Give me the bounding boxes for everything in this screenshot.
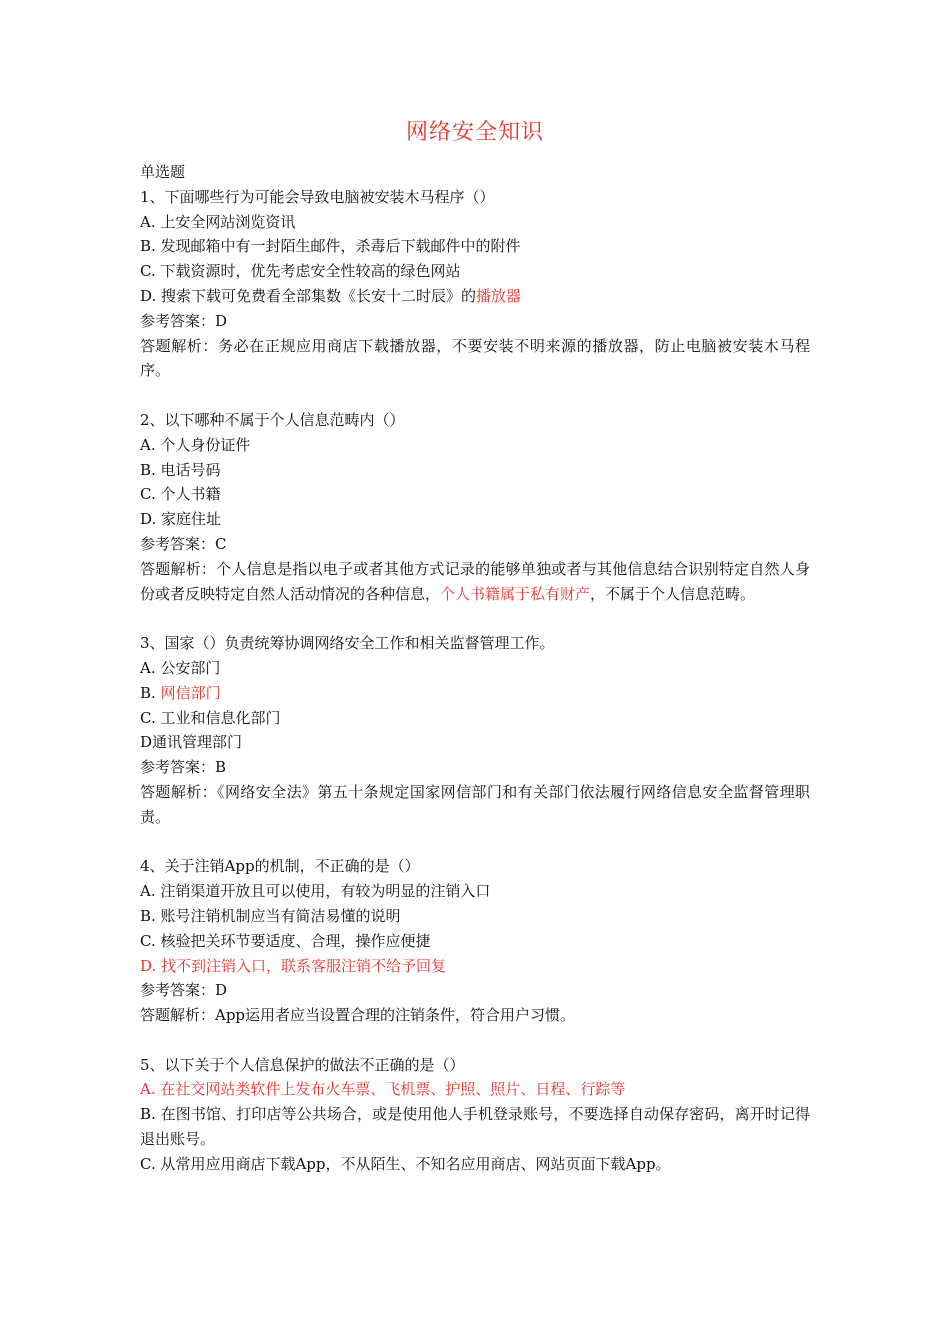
spacer [140, 830, 810, 855]
question-stem: 4、关于注销App的机制，不正确的是（） [140, 857, 420, 876]
option-b-prefix: B. [140, 683, 161, 702]
question-block-2 [140, 408, 810, 606]
option-d: D. 家庭住址 [140, 510, 222, 529]
option-a: A. 注销渠道开放且可以使用，有较为明显的注销入口 [140, 882, 491, 901]
analysis-highlight: 个人书籍属于私有财产 [440, 584, 591, 603]
reference-answer: 参考答案：D [140, 311, 228, 330]
question-block-3 [140, 631, 810, 829]
option-b [140, 681, 810, 706]
option-c: C. 下载资源时，优先考虑安全性较高的绿色网站 [140, 262, 461, 281]
option-d-highlight: 播放器 [476, 286, 522, 305]
option-d-text: D. 搜索下载可免费看全部集数《长安十二时辰》的 [140, 286, 477, 305]
option-d [140, 284, 810, 309]
option-a-highlight: A. 在社交网站类软件上发布火车票、飞机票、护照、照片、日程、行踪等 [140, 1080, 626, 1099]
question-stem: 3、国家（）负责统筹协调网络安全工作和相关监督管理工作。 [140, 634, 555, 653]
question-stem: 5、以下关于个人信息保护的做法不正确的是（） [140, 1055, 465, 1074]
option-a: A. 公安部门 [140, 658, 221, 677]
question-stem: 1、下面哪些行为可能会导致电脑被安装木马程序（） [140, 187, 495, 206]
section-heading: 单选题 [140, 163, 186, 181]
question-block-5 [140, 1053, 810, 1177]
option-a: A. 个人身份证件 [140, 435, 251, 454]
spacer [140, 1028, 810, 1053]
spacer [140, 383, 810, 408]
reference-answer: 参考答案：D [140, 981, 228, 1000]
document-title: 网络安全知识 [405, 120, 544, 145]
question-block-1 [140, 185, 810, 383]
option-b: B. 账号注销机制应当有简洁易懂的说明 [140, 906, 401, 925]
answer-analysis: 答题解析：《网络安全法》第五十条规定国家网信部门和有关部门依法履行网络信息安全监督管理职责。 [140, 782, 810, 826]
option-d: D通讯管理部门 [140, 733, 243, 752]
document-body [140, 160, 810, 1177]
option-c: C. 从常用应用商店下载App，不从陌生、不知名应用商店、网站页面下载App。 [140, 1154, 671, 1173]
option-c: C. 核验把关环节要适度、合理，操作应便捷 [140, 931, 431, 950]
option-d-highlight: D. 找不到注销入口，联系客服注销不给予回复 [140, 956, 447, 975]
option-b: B. 在图书馆、打印店等公共场合，或是使用他人手机登录账号，不要选择自动保存密码，离开时记得退出账号。 [140, 1105, 810, 1149]
option-b: B. 发现邮箱中有一封陌生邮件，杀毒后下载邮件中的附件 [140, 237, 521, 256]
option-b-highlight: 网信部门 [160, 683, 221, 702]
option-c: C. 个人书籍 [140, 485, 221, 504]
spacer [140, 606, 810, 631]
answer-analysis: 答题解析：App运用者应当设置合理的注销条件，符合用户习惯。 [140, 1006, 576, 1025]
option-a: A. 上安全网站浏览资讯 [140, 212, 296, 231]
question-block-4 [140, 854, 810, 1028]
analysis-text-end: ，不属于个人信息范畴。 [590, 584, 756, 603]
reference-answer: 参考答案：B [140, 758, 227, 777]
option-b: B. 电话号码 [140, 460, 221, 479]
answer-analysis: 答题解析：务必在正规应用商店下载播放器，不要安装不明来源的播放器，防止电脑被安装木马程序。 [140, 336, 810, 380]
reference-answer: 参考答案：C [140, 534, 227, 553]
analysis-text: 答题解析：个人信息是指以电子或者其他方式记录的能够单独或者与其他信息结合识别特定自然人身份或者反映特定自然人活动情况的各种信息， [140, 559, 810, 603]
question-stem: 2、以下哪种不属于个人信息范畴内（） [140, 410, 405, 429]
answer-analysis [140, 557, 810, 607]
option-c: C. 工业和信息化部门 [140, 708, 281, 727]
